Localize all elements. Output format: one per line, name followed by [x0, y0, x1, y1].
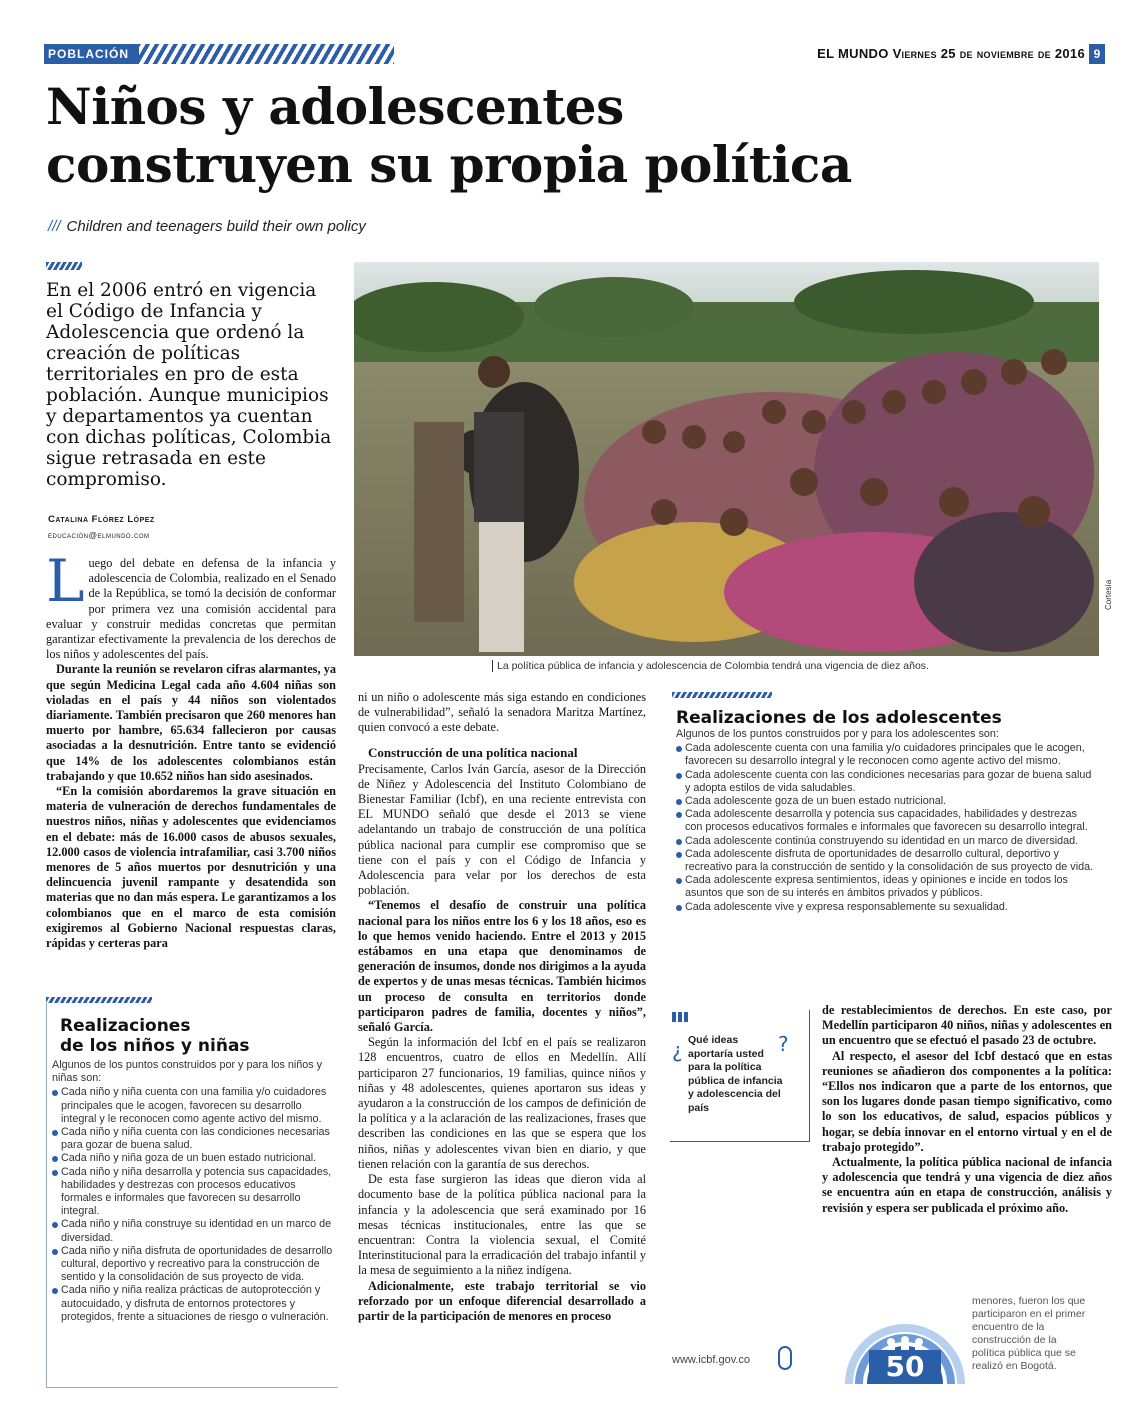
- subhead-text: Children and teenagers build their own policy: [66, 218, 366, 235]
- list-item: Cada adolescente disfruta de oportunidades de desarrollo cultural, deportivo y recreativo para la construcción de sentido y la consolidación de sus proyecto de vida.: [676, 848, 1096, 874]
- section-tag: [44, 44, 394, 64]
- list-item: Cada niño y niña desarrolla y potencia sus capacidades, habilidades y destrezas con procesos educativos formales e informales que favorecen su desarrollo integral.: [52, 1166, 334, 1219]
- subhead-slashes: ///: [48, 218, 61, 235]
- author: Catalina Flórez López: [48, 514, 155, 525]
- box-ninos-list: [52, 1059, 334, 1324]
- subhead: [48, 218, 366, 235]
- photo: [354, 262, 1099, 656]
- list-item: Cada niño y niña goza de un buen estado nutricional.: [52, 1152, 334, 1165]
- paragraph: Al respecto, el asesor del Icbf destacó que en estas reuniones se añadieron dos componentes a la política: “Ellos nos indicaron que a parte de los entornos, que son los lugares donde pasan tiempo significativo, como lo son los educativos, de salud, espacios públicos y hogar, se debía innovar en el entorno virtual y en el de trabajo protegido”.: [822, 1048, 1112, 1154]
- list-item: Cada niño y niña construye su identidad en un marco de diversidad.: [52, 1218, 334, 1244]
- section-label: POBLACIÓN: [44, 44, 139, 64]
- masthead: [817, 46, 1085, 61]
- box-adolescentes-bar: [672, 692, 772, 698]
- list-item: Cada niño y niña cuenta con una familia y/o cuidadores principales que le acogen, favorecen su desarrollo integral y le reconocen como agente activo del mismo.: [52, 1086, 334, 1126]
- box-ninos-title: [60, 1016, 330, 1056]
- stat-graphic: [845, 1284, 965, 1394]
- question-open: ¿: [672, 1038, 683, 1062]
- paragraph: De esta fase surgieron las ideas que dieron vida al documento base de la política pública nacional para la infancia y la adolescencia que será examinado por 16 mesas técnicas institucionales, entre las que se encuentran: Contra la violencia sexual, el Comité Interinstitucional para la erradicación del trabajo infantil y la mesa de seguimiento a la niñez indígena.: [358, 1172, 646, 1278]
- stat-number: 50: [869, 1350, 941, 1384]
- column-1: [46, 547, 336, 951]
- paragraph: “En la comisión abordaremos la grave situación en materia de vulneración de derechos fundamentales de nuestros niños, niñas y adolescentes que evidenciamos en el debate: más de 16.000 casos de abusos sexuales, 12.000 casos de violencia intrafamiliar, casi 3.700 niños menores de 5 años muertos por desnutrición y una delincuencia juvenil rampante y desatendida son materias que no dan más espera. Le garantizamos a los colombianos que en el marco de esta comisión exigiremos al Gobierno Nacional respuestas claras, rápidas y certeras para: [46, 784, 336, 951]
- list-item: Cada adolescente desarrolla y potencia sus capacidades, habilidades y destrezas con procesos educativos formales e informales que favorecen su desarrollo integral.: [676, 808, 1096, 834]
- list-item: Cada niño y niña cuenta con las condiciones necesarias para gozar de buena salud.: [52, 1126, 334, 1152]
- list-intro: Algunos de los puntos construidos por y para los adolescentes son:: [676, 728, 999, 740]
- box-adolescentes-title: Realizaciones de los adolescentes: [676, 708, 1002, 728]
- mouse-icon: [778, 1346, 792, 1370]
- paper-name: EL MUNDO: [817, 46, 889, 61]
- list-intro: Algunos de los puntos construidos por y para los niños y niñas son:: [52, 1059, 323, 1085]
- paragraph: Luego del debate en defensa de la infancia y adolescencia de Colombia, realizado en el Senado de la República, se tomó la decisión de conformar por primera vez una comisión accidental para evaluar y construir medidas concretas que permitan garantizar efectivamente la prevalencia de los derechos de los niños y adolescentes del país.: [46, 547, 336, 662]
- paragraph: Precisamente, Carlos Iván García, asesor de la Dirección de Niñez y Adolescencia del Instituto Colombiano de Bienestar Familiar (Icbf), en una reciente entrevista con EL MUNDO señaló que desde el 2013 se viene adelantando un trabajo de construcción de una política pública nacional para cumplir ese compromiso que se tiene con el país y con el Código de Infancia y Adolescencia para velar por los derechos de esta población.: [358, 761, 646, 898]
- paragraph: “Tenemos el desafío de construir una política nacional para los niños entre los 6 y los 18 años, eso es lo que hemos venido haciendo. Entre el 2013 y 2015 estábamos en una etapa que denominamos de generación de insumos, donde nos dirigimos a la ayuda de expertos y de unas mesas técnicas. También hicimos un proceso de consulta en territorios donde participaron padres de familia, docentes y niños”, señaló García.: [358, 898, 646, 1035]
- issue-date: Viernes 25 de noviembre de 2016: [892, 46, 1085, 61]
- box-adolescentes-list: [676, 728, 1096, 914]
- question-text: Qué ideas aportaría usted para la política pública de infancia y adolescencia del país: [688, 1034, 783, 1114]
- photo-image: [354, 262, 1099, 656]
- page-number: 9: [1089, 44, 1105, 64]
- photo-credit: Cortesía: [1104, 579, 1113, 610]
- author-email: educación@elmundo.com: [48, 530, 150, 540]
- headline-line-2: construyen su propia política: [46, 135, 852, 194]
- lede-bar: [46, 262, 82, 270]
- list-item: Cada adolescente cuenta con las condiciones necesarias para gozar de buena salud y adopta estilos de vida saludables.: [676, 769, 1096, 795]
- list-item: Cada adolescente continúa construyendo su identidad en un marco de diversidad.: [676, 835, 1096, 848]
- photo-caption: La política pública de infancia y adolescencia de Colombia tendrá una vigencia de diez años.: [492, 660, 929, 672]
- list-item: Cada niño y niña realiza prácticas de autoprotección y autocuidado, y disfruta de entornos protectores y protegidos, frente a situaciones de riesgo o vulneración.: [52, 1284, 334, 1324]
- source-url[interactable]: www.icbf.gov.co: [672, 1354, 751, 1366]
- lede: En el 2006 entró en vigencia el Código de Infancia y Adolescencia que ordenó la creación de políticas territoriales en pro de esta población. Aunque municipios y departamentos ya cuentan con dichas políticas, Colombia sigue retrasada en este compromiso.: [46, 280, 332, 490]
- headline-line-1: Niños y adolescentes: [46, 77, 624, 136]
- headline: [46, 78, 946, 194]
- paragraph: Durante la reunión se revelaron cifras alarmantes, ya que según Medicina Legal cada año 4.604 niñas son violadas en el país y 44 niños son violentados diariamente. También precisaron que 260 menores han muerto por hambre, 65.634 fallecieron por causas asociadas a la desnutrición. Entre tanto se evidenció que 14% de los adolescentes colombianos están trabajando y que 10.652 niños han sido asesinados.: [46, 662, 336, 783]
- list-item: Cada adolescente cuenta con una familia y/o cuidadores principales que le acogen, favorecen su desarrollo integral y le reconocen como agente activo del mismo.: [676, 742, 1096, 768]
- paragraph: de restablecimientos de derechos. En este caso, por Medellín participaron 40 niños, niñas y adolescentes en un encuentro que se efectuó el pasado 23 de octubre.: [822, 1003, 1112, 1048]
- list-item: Cada adolescente goza de un buen estado nutricional.: [676, 795, 1096, 808]
- paragraph: Adicionalmente, este trabajo territorial se vio reforzado por un enfoque diferencial desarrollado a partir de la participación de menores en proceso: [358, 1278, 646, 1323]
- paragraph: ni un niño o adolescente más siga estando en condiciones de vulnerabilidad”, señaló la senadora Maritza Martínez, quien convocó a este debate.: [358, 690, 646, 735]
- drop-cap: L: [46, 547, 85, 615]
- column-3: [822, 1003, 1112, 1216]
- paragraph: Actualmente, la política pública nacional de infancia y adolescencia que tendrá y una vigencia de diez años se encuentra aún en etapa de construcción, análisis y revisión y espera ser publicada el próximo año.: [822, 1155, 1112, 1215]
- section-heading: Construcción de una política nacional: [368, 744, 578, 760]
- column-2: [358, 690, 646, 1324]
- list-item: Cada adolescente vive y expresa responsablemente su sexualidad.: [676, 901, 1096, 914]
- box-ninos-title-1: Realizaciones: [60, 1016, 191, 1036]
- paragraph: Según la información del Icbf en el país se realizaron 128 encuentros, cuatro de ellos en Medellín. Allí participaron 27 funcionarios, 19 familias, quince niños y niñas y 48 adolescentes, quienes aportaron sus ideas y ayudaron a la construcción de los campos de definición de la política y a la aclaración de las realizaciones, frases que describen las condiciones en las que se espera que los niños, niñas y adolescentes vivan bien en diario, y que tienen relación con la garantía de sus derechos.: [358, 1035, 646, 1171]
- stat-text: menores, fueron los que participaron en el primer encuentro de la construcción de la política pública que se realizó en Bogotá.: [972, 1295, 1086, 1372]
- box-ninos-title-2: de los niños y niñas: [60, 1036, 250, 1056]
- question-close: ?: [778, 1032, 789, 1056]
- list-item: Cada adolescente expresa sentimientos, ideas y opiniones e incide en todos los asuntos que son de su interés en ámbitos privados y públicos.: [676, 874, 1096, 900]
- list-item: Cada niño y niña disfruta de oportunidades de desarrollo cultural, deportivo y recreativo para la construcción de sentido y la consolidación de sus proyecto de vida.: [52, 1245, 334, 1285]
